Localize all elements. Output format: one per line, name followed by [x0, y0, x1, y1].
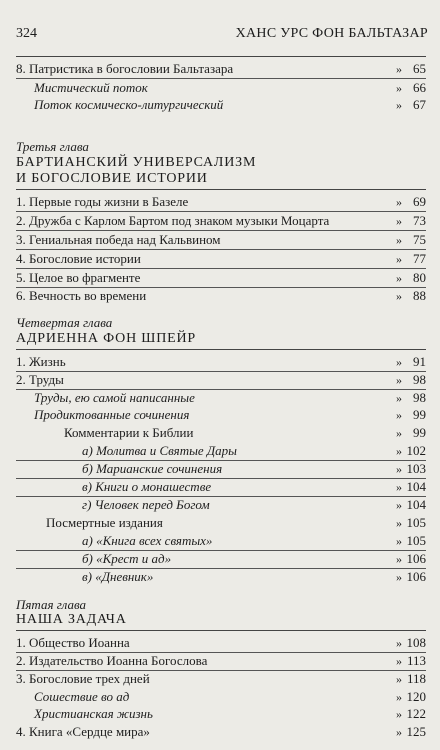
toc-entry-label: Посмертные издания [46, 515, 163, 530]
toc-entry-page: 77 [413, 251, 426, 266]
toc-entry-page: 99 [413, 425, 426, 440]
chapter-title: БАРТИАНСКИЙ УНИВЕРСАЛИЗМ [16, 155, 257, 170]
toc-entry [16, 442, 426, 460]
toc-entry-label: б) Марианские сочинения [82, 461, 223, 476]
toc-entry [16, 514, 426, 532]
toc-entry-label: 2. Издательство Иоанна Богослова [16, 653, 208, 668]
chapter-rule [16, 349, 426, 350]
toc-entry-page: 105 [406, 533, 426, 548]
toc-entry-label: 1. Первые годы жизни в Базеле [16, 194, 189, 209]
toc-entry [16, 705, 426, 723]
toc-entry [16, 193, 426, 211]
toc-entry-marker: » [396, 81, 402, 95]
toc-entry-page: 125 [406, 724, 426, 739]
toc-entry [16, 670, 426, 688]
toc-entry [16, 478, 426, 496]
toc-entry-marker: » [396, 462, 402, 476]
toc-entry-label: 2. Дружба с Карлом Бартом под знаком музыки Моцарта [16, 213, 330, 228]
toc-entry [16, 96, 426, 114]
toc-entry-label: а) Молитва и Святые Дары [82, 443, 237, 458]
toc-entry-label: 4. Книга «Сердце мира» [16, 724, 150, 739]
toc-entry [16, 634, 426, 652]
toc-entry [16, 371, 426, 389]
running-title: ХАНС УРС ФОН БАЛЬТАЗАР [235, 26, 428, 41]
toc-entry-label: 2. Труды [16, 372, 64, 387]
toc-entry-marker: » [396, 498, 402, 512]
toc-entry [16, 79, 426, 97]
toc-entry-page: 69 [413, 194, 426, 209]
toc-entry-marker: » [396, 195, 402, 209]
toc-entry-marker: » [396, 636, 402, 650]
toc-entry [16, 60, 426, 78]
toc-entry-marker: » [396, 444, 402, 458]
toc-entry-page: 104 [406, 479, 426, 494]
toc-entry-page: 113 [406, 653, 426, 668]
toc-entry-page: 98 [413, 390, 426, 405]
toc-entry-marker: » [396, 690, 402, 704]
toc-entry-page: 67 [413, 97, 426, 112]
toc-entry-page: 105 [406, 515, 426, 530]
toc-entry [16, 250, 426, 268]
toc-entry [16, 688, 426, 706]
toc-entry-label: а) «Книга всех святых» [82, 533, 213, 548]
toc-entry-page: 88 [413, 288, 426, 303]
toc-entry-page: 102 [406, 443, 426, 458]
toc-entry [16, 460, 426, 478]
toc-entry-page: 118 [406, 671, 426, 686]
toc-entry-marker: » [396, 271, 402, 285]
toc-entry-label: Мистический поток [34, 80, 148, 95]
chapter-title-line2: И БОГОСЛОВИЕ ИСТОРИИ [16, 171, 208, 186]
toc-entry-label: Сошествие во ад [34, 689, 130, 704]
toc-entry-label: 4. Богословие истории [16, 251, 141, 266]
toc-entry-label: 1. Общество Иоанна [16, 635, 130, 650]
toc-entry [16, 389, 426, 407]
toc-entry-page: 99 [413, 407, 426, 422]
toc-entry-page: 98 [413, 372, 426, 387]
toc-entry-marker: » [396, 408, 402, 422]
toc-entry-label: 1. Жизнь [16, 354, 66, 369]
toc-entry [16, 406, 426, 424]
toc-entry-label: Продиктованные сочинения [34, 407, 190, 422]
toc-entry-marker: » [396, 707, 402, 721]
toc-entry [16, 269, 426, 287]
page-number: 324 [16, 26, 37, 41]
toc-entry [16, 287, 426, 305]
section-rule [16, 56, 426, 57]
toc-entry-marker: » [396, 534, 402, 548]
toc-entry-marker: » [396, 355, 402, 369]
toc-entry-marker: » [396, 373, 402, 387]
toc-entry [16, 231, 426, 249]
toc-entry-label: 5. Целое во фрагменте [16, 270, 141, 285]
toc-entry-marker: » [396, 252, 402, 266]
toc-entry-label: Христианская жизнь [34, 706, 153, 721]
toc-entry-marker: » [396, 672, 402, 686]
toc-entry-page: 122 [406, 706, 426, 721]
toc-entry-label: 3. Богословие трех дней [16, 671, 150, 686]
toc-entry-page: 106 [406, 551, 426, 566]
toc-entry-marker: » [396, 480, 402, 494]
toc-entry-marker: » [396, 654, 402, 668]
toc-entry-page: 65 [413, 61, 426, 76]
toc-entry-label: Поток космическо-литургический [34, 97, 224, 112]
toc-entry-marker: » [396, 62, 402, 76]
chapter-title: НАША ЗАДАЧА [16, 612, 127, 627]
chapter-kicker: Четвертая глава [16, 315, 113, 330]
toc-entry-page: 75 [413, 232, 426, 247]
toc-entry-page: 120 [406, 689, 426, 704]
toc-entry [16, 723, 426, 741]
toc-entry-label: б) «Крест и ад» [82, 551, 172, 566]
chapter-kicker: Третья глава [16, 139, 89, 154]
toc-entry-marker: » [396, 233, 402, 247]
toc-entry [16, 568, 426, 586]
toc-entry [16, 652, 426, 670]
toc-entry-label: г) Человек перед Богом [82, 497, 210, 512]
toc-entry-label: Комментарии к Библии [64, 425, 194, 440]
toc-entry-marker: » [396, 98, 402, 112]
toc-entry-marker: » [396, 552, 402, 566]
toc-entry-label: 3. Гениальная победа над Кальвином [16, 232, 221, 247]
toc-entry-page: 80 [413, 270, 426, 285]
chapter-kicker: Пятая глава [16, 597, 87, 612]
toc-entry-label: Труды, ею самой написанные [34, 390, 195, 405]
toc-entry-page: 73 [413, 213, 426, 228]
toc-entry [16, 532, 426, 550]
toc-entry-marker: » [396, 725, 402, 739]
toc-entry-label: 6. Вечность во времени [16, 288, 147, 303]
toc-entry-marker: » [396, 214, 402, 228]
toc-entry-page: 91 [413, 354, 426, 369]
toc-entry-page: 66 [413, 80, 426, 95]
toc-entry-marker: » [396, 516, 402, 530]
toc-entry-marker: » [396, 570, 402, 584]
toc-entry [16, 424, 426, 442]
chapter-rule [16, 630, 426, 631]
toc-entry [16, 212, 426, 230]
toc-entry-page: 104 [406, 497, 426, 512]
chapter-title: АДРИЕННА ФОН ШПЕЙР [16, 331, 196, 346]
toc-entry [16, 353, 426, 371]
toc-entry-page: 103 [406, 461, 426, 476]
toc-entry [16, 550, 426, 568]
toc-entry-marker: » [396, 426, 402, 440]
toc-entry [16, 496, 426, 514]
toc-entry-label: в) Книги о монашестве [82, 479, 212, 494]
toc-entry-marker: » [396, 391, 402, 405]
toc-entry-page: 106 [406, 569, 426, 584]
toc-entry-page: 108 [406, 635, 426, 650]
toc-entry-marker: » [396, 289, 402, 303]
toc-entry-label: в) «Дневник» [82, 569, 154, 584]
chapter-rule [16, 189, 426, 190]
toc-entry-label: 8. Патристика в богословии Бальтазара [16, 61, 234, 76]
